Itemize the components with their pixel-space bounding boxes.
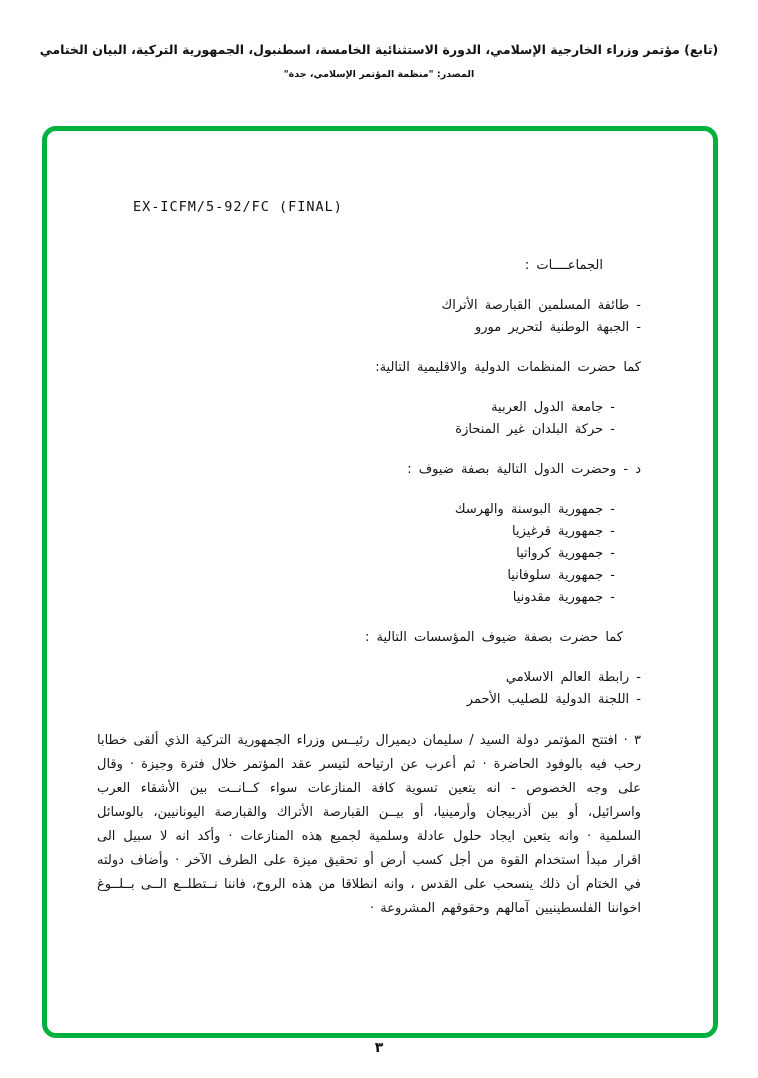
document-title: (تابع) مؤتمر وزراء الخارجية الإسلامي، الدورة الاستثنائية الخامسة، اسطنبول، الجمهورية التركية، البيان الختامي (39, 42, 719, 57)
list-item-organization: - جامعة الدول العربية (491, 400, 615, 415)
document-frame (42, 126, 718, 1038)
list-item-group: - الجبهة الوطنية لتحرير مورو (475, 320, 641, 335)
list-item-guest-state: - جمهورية كرواتيا (516, 546, 615, 561)
section-heading-guest-institutions: كما حضرت بصفة ضيوف المؤسسات التالية : (365, 630, 623, 645)
list-item-guest-state: - جمهورية مقدونيا (512, 590, 615, 605)
source-line: المصدر: "منظمة المؤتمر الإسلامي، جدة" (283, 69, 475, 80)
section-heading-guest-states: د - وحضرت الدول التالية بصفة ضيوف : (407, 462, 641, 477)
page-number: ٣ (374, 1040, 384, 1056)
list-item-guest-institution: - اللجنة الدولية للصليب الأحمر (466, 692, 641, 707)
section-heading-groups: الجماعــــات : (524, 258, 603, 273)
list-item-guest-state: - جمهورية قرغيزيا (512, 524, 615, 539)
list-item-guest-state: - جمهورية البوسنة والهرسك (454, 502, 615, 517)
document-content (97, 255, 641, 921)
list-item-guest-state: - جمهورية سلوفانيا (507, 568, 615, 583)
section-heading-organizations: كما حضرت المنظمات الدولية والاقليمية التالية: (375, 360, 641, 375)
list-item-group: - طائفة المسلمين القبارصة الأتراك (441, 298, 641, 313)
list-item-organization: - حركة البلدان غير المنحازة (455, 422, 615, 437)
list-item-guest-institution: - رابطة العالم الاسلامي (505, 670, 641, 685)
document-reference: EX-ICFM/5-92/FC (FINAL) (133, 199, 343, 215)
page-header (0, 42, 758, 80)
body-paragraph: ٣ · افتتح المؤتمر دولة السيد / سليمان ديميرال رئيــس وزراء الجمهورية التركية الذي ألقى خطابا رحب فيه بالوفود الحاضرة · ثم أعرب عن ارتياحه لتيسر عقد المؤتمر خلال فترة وجيزة · وقال على وجه الخصوص - انه يتعين تسوية كافة المنازعات سواء كــانــت بين الأشقاء العرب واسرائيل، أو بين أذربيجان وأرمينيا، أو بيــن القبارصة الأتراك والقبارصة اليونانيين، بالوسائل السلمية · وانه يتعين ايجاد حلول عادلة وسلمية لجميع هذه المنازعات · وأكد انه لا سبيل الى اقرار مبدأ استخدام القوة من أجل كسب أرض أو تحقيق ميزة على الطرف الآخر · وأضاف دولته في الختام أن ذلك ينسحب على القدس ، وانه انطلاقا من هذه الروح، فاننا نــتطلــع الــى بــلــوغ اخواننا الفلسطينيين آمالهم وحقوقهم المشروعة · (97, 733, 641, 916)
